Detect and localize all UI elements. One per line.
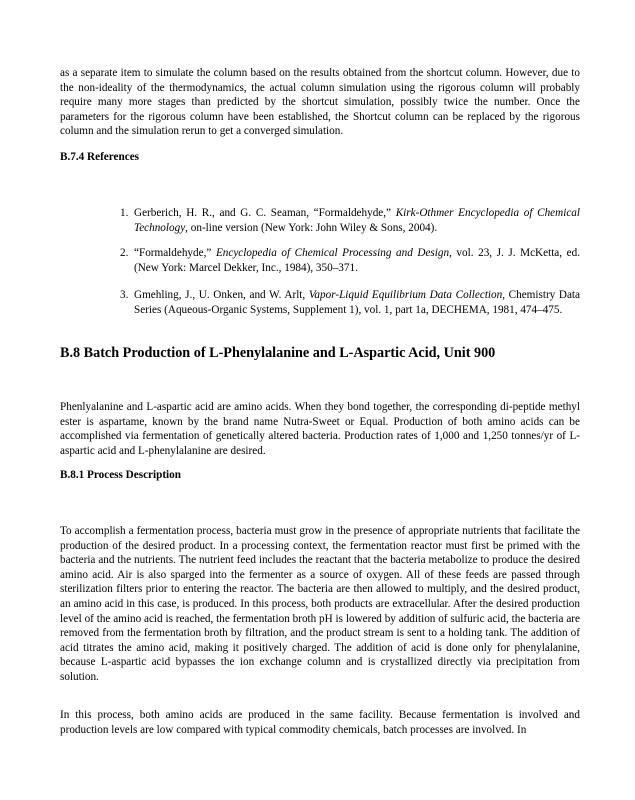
reference-text: Gmehling, J., U. Onken, and W. Arlt, Vapor-Liquid Equilibrium Data Collection, Chemistry Data Series (Aqueous-Organic Systems, Supplement 1), vol. 1, part 1a, DECHEMA, 1981, 474–475. <box>134 289 581 316</box>
reference-text: “Formaldehyde,” Encyclopedia of Chemical Processing and Design, vol. 23, J. J. McKetta, ed. (New York: Marcel Dekker, Inc., 1984), 350–371. <box>134 247 580 274</box>
process-paragraph-1: To accomplish a fermentation process, bacteria must grow in the presence of appropriate nutrients that facilitate the production of the desired product. In a processing context, the fermentation reactor must first be primed with the bacteria and the nutrients. The nutrient feed includes the reactant that the bacteria metabolize to produce the desired amino acid. Air is also sparged into the fermenter as a source of oxygen. All of these feeds are passed through sterilization filters prior to entering the reactor. The bacteria are then allowed to multiply, and the desired product, an amino acid in this case, is produced. In this process, both products are extracellular. After the desired production level of the amino acid is reached, the fermentation broth pH is lowered by addition of sulfuric acid, the bacteria are removed from the fermentation broth by filtration, and the product stream is sent to a holding tank. The addition of acid titrates the amino acid, making it positively charged. The addition of acid is done only for phenylalanine, because L-aspartic acid bypasses the ion exchange column and is crystallized directly via precipitation from solution. <box>60 525 580 683</box>
references-heading: B.7.4 References <box>60 151 140 163</box>
reference-text: Gerberich, H. R., and G. C. Seaman, “Formaldehyde,” Kirk-Othmer Encyclopedia of Chemical Technology, on-line version (New York: John Wiley & Sons, 2004). <box>134 207 580 234</box>
reference-item-3 <box>120 288 580 317</box>
section-paragraph: Phenlyalanine and L-aspartic acid are amino acids. When they bond together, the corresponding di-peptide methyl ester is aspartame, known by the brand name Nutra-Sweet or Equal. Production of both amino acids can be accomplished via fermentation of genetically altered bacteria. Production rates of 1,000 and 1,250 tonnes/yr of L-aspartic acid and L-phenylalanine are desired. <box>60 401 580 457</box>
reference-number: 1. <box>120 207 129 219</box>
process-paragraph-2: In this process, both amino acids are produced in the same facility. Because fermentation is involved and production levels are low compared with typical commodity chemicals, batch processes are involved. In <box>60 709 580 736</box>
intro-paragraph: as a separate item to simulate the column based on the results obtained from the shortcut column. However, due to the non-ideality of the thermodynamics, the actual column simulation using the rigorous column will probably require many more stages than predicted by the shortcut simulation, possibly twice the number. Once the parameters for the rigorous column have been established, the Shortcut column can be replaced by the rigorous column and the simulation rerun to get a converged simulation. <box>60 67 580 138</box>
reference-item-2 <box>120 246 580 275</box>
section-heading: B.8 Batch Production of L-Phenylalanine and L-Aspartic Acid, Unit 900 <box>60 345 496 361</box>
reference-item-1 <box>120 206 580 235</box>
reference-number: 3. <box>120 289 129 301</box>
process-heading: B.8.1 Process Description <box>60 469 181 481</box>
reference-number: 2. <box>120 247 129 259</box>
